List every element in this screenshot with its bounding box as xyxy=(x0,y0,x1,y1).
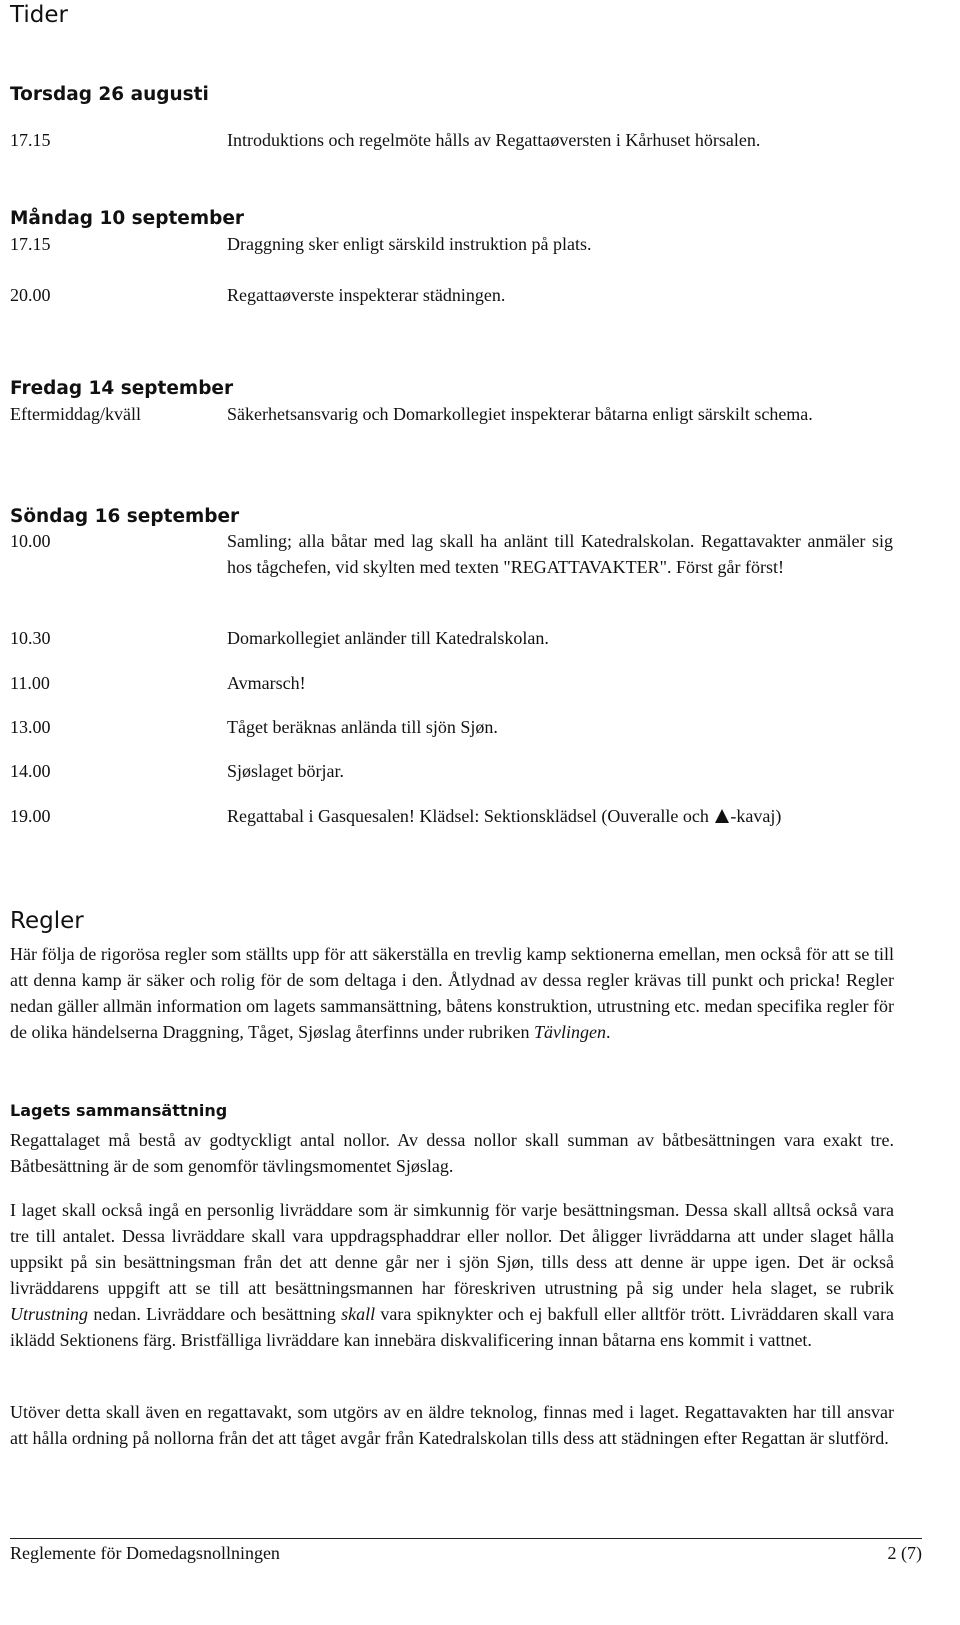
day-heading-4: Söndag 16 september xyxy=(10,506,240,527)
entry-time: 10.00 xyxy=(10,531,51,551)
entry-text: Säkerhetsansvarig och Domarkollegiet inspekterar båtarna enligt särskilt schema. xyxy=(227,404,813,424)
entry-time: Eftermiddag/kväll xyxy=(10,404,141,424)
entry-text: Introduktions och regelmöte hålls av Regattaøversten i Kårhuset hörsalen. xyxy=(227,130,761,150)
entry-text: Draggning sker enligt särskild instruktion på plats. xyxy=(227,234,592,254)
paragraph-2-text: I laget skall också ingå en personlig livräddare som är simkunnig för varje besättningsman. Dessa skall alltså också vara tre till antalet. Dessa livräddare skall vara uppdragsphaddrar eller nollor. Det åligger livräddarna att under slaget hålla uppsikt på sin besättningsman från det att denne går ner i sjön Sjøn, tills dess att denne är uppe igen. Det är också livräddarens uppgift att se till att besättningsmannen har föreskriven utrustning på sig under hela slaget, se rubrik xyxy=(10,1200,894,1298)
entry-time: 17.15 xyxy=(10,130,51,150)
triangle-icon xyxy=(715,809,729,823)
rules-intro-italic: Tävlingen xyxy=(534,1022,607,1042)
entry-time: 11.00 xyxy=(10,673,50,693)
paragraph-2-text: nedan. Livräddare och besättning xyxy=(88,1304,342,1324)
day-heading-3: Fredag 14 september xyxy=(10,378,234,399)
footer-title: Reglemente för Domedagsnollningen xyxy=(10,1543,280,1563)
entry-text: Regattaøverste inspekterar städningen. xyxy=(227,285,506,305)
page-title: Tider xyxy=(10,2,68,28)
day-heading-2: Måndag 10 september xyxy=(10,208,245,229)
entry-time: 19.00 xyxy=(10,806,51,826)
entry-text: Samling; alla båtar med lag skall ha anlänt till Katedralskolan. Regattavakter anmäler sig hos tågchefen, vid skylten med texten "REGATTAVAKTER". Först går först! xyxy=(227,531,893,577)
rules-intro-text: Här följa de rigorösa regler som ställts upp för att säkerställa en trevlig kamp sektionerna emellan, men också för att se till att denna kamp är säker och rolig för de som deltaga i den. Åtlydnad av dessa regler krävas till punkt och pricka! Regler nedan gäller allmän information om lagets sammansättning, båtens konstruktion, utrustning etc. medan specifika regler för de olika händelserna Draggning, Tåget, Sjøslag återfinns under rubriken xyxy=(10,944,894,1042)
footer-rule xyxy=(10,1538,922,1539)
entry-text-after: -kavaj) xyxy=(730,806,782,826)
paragraph-1: Regattalaget må bestå av godtyckligt antal nollor. Av dessa nollor skall summan av båtbesättningen vara exakt tre. Båtbesättning är de som genomför tävlingsmomentet Sjøslag. xyxy=(10,1130,894,1176)
rules-intro-end: . xyxy=(606,1022,611,1042)
day-heading-1: Torsdag 26 augusti xyxy=(10,84,209,105)
entry-text: Sjøslaget börjar. xyxy=(227,761,344,781)
entry-text: Avmarsch! xyxy=(227,673,306,693)
entry-text-before: Regattabal i Gasquesalen! Klädsel: Sektionsklädsel (Ouveralle och xyxy=(227,806,714,826)
entry-text: Domarkollegiet anländer till Katedralskolan. xyxy=(227,628,549,648)
paragraph-3: Utöver detta skall även en regattavakt, som utgörs av en äldre teknolog, finnas med i laget. Regattavakten har till ansvar att hålla ordning på nollorna från det att tåget avgår från Katedralskolan tills dess att städningen efter Regattan är slutförd. xyxy=(10,1402,894,1448)
entry-time: 20.00 xyxy=(10,285,51,305)
entry-time: 14.00 xyxy=(10,761,51,781)
rules-intro xyxy=(10,941,894,1045)
paragraph-2-text: vara spiknykter och ej bakfull eller alltför trött. Livräddaren skall vara iklädd Sektionens färg. Bristfälliga livräddare kan innebära diskvalificering innan båtarna ens kommit i vattnet. xyxy=(10,1304,894,1350)
entry-time: 13.00 xyxy=(10,717,51,737)
entry-time: 10.30 xyxy=(10,628,51,648)
paragraph-2 xyxy=(10,1197,894,1353)
paragraph-2-italic: skall xyxy=(341,1304,376,1324)
paragraph-2-italic: Utrustning xyxy=(10,1304,89,1324)
rules-title: Regler xyxy=(10,908,84,934)
entry-time: 17.15 xyxy=(10,234,51,254)
section-title: Lagets sammansättning xyxy=(10,1101,228,1120)
entry-text: Tåget beräknas anlända till sjön Sjøn. xyxy=(227,717,498,737)
entry-text xyxy=(227,804,893,830)
page-number: 2 (7) xyxy=(887,1543,922,1563)
